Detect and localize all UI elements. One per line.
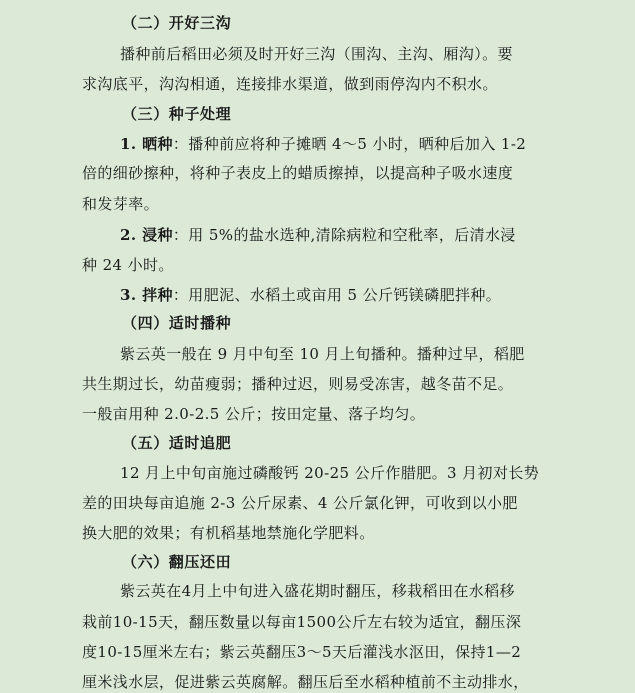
paragraph-line: 种 24 小时。 [82,256,174,274]
list-item-2 [120,224,516,246]
item-text: ：用 5%的盐水选种,清除病粒和空秕率，后清水浸 [172,226,516,244]
paragraph-line: 紫云英一般在 9 月中旬至 10 月上旬播种。播种过早，稻肥 [120,345,525,363]
paragraph-line: 换大肥的效果；有机稻基地禁施化学肥料。 [82,524,375,542]
section-heading-6: （六）翻压还田 [122,553,232,571]
item-label: 3. 拌种 [120,286,173,304]
paragraph-line: 一般亩用种 2.0-2.5 公斤；按田定量、落子均匀。 [82,405,426,423]
paragraph-line: 和发芽率。 [82,195,160,213]
paragraph-line: 栽前10-15天，翻压数量以每亩1500公斤左右较为适宜，翻压深 [82,613,522,631]
item-text: ：用肥泥、水稻土或亩用 5 公斤钙镁磷肥拌种。 [172,286,502,304]
list-item-1 [120,133,526,155]
paragraph-line: 度10-15厘米左右；紫云英翻压3～5天后灌浅水沤田，保持1—2 [82,643,522,661]
paragraph-line: 厘米浅水层，促进紫云英腐解。翻压后至水稻种植前不主动排水， [82,673,529,691]
paragraph-line: 求沟底平，沟沟相通，连接排水渠道，做到雨停沟内不积水。 [82,75,498,93]
section-heading-3: （三）种子处理 [122,105,232,123]
section-heading-4: （四）适时播种 [122,314,232,332]
section-heading-5: （五）适时追肥 [122,434,232,452]
paragraph-line: 紫云英在4月上中旬进入盛花期时翻压，移栽稻田在水稻移 [120,582,515,600]
section-heading-2: （二）开好三沟 [122,14,232,32]
item-label: 2. 浸种 [120,226,173,244]
paragraph-line: 共生期过长，幼苗瘦弱；播种过迟，则易受冻害，越冬苗不足。 [82,375,514,393]
paragraph-line: 差的田块每亩追施 2-3 公斤尿素、4 公斤氯化钾，可收到以小肥 [82,494,518,512]
paragraph-line: 倍的细砂擦种，将种子表皮上的蜡质擦掉，以提高种子吸水速度 [82,164,514,182]
item-text: ：播种前应将种子摊晒 4～5 小时，晒种后加入 1-2 [172,135,527,153]
item-label: 1. 晒种 [120,135,173,153]
list-item-3 [120,284,501,306]
paragraph-line: 播种前后稻田必须及时开好三沟（围沟、主沟、厢沟）。要 [120,45,513,63]
paragraph-line: 12 月上中旬亩施过磷酸钙 20-25 公斤作腊肥。3 月初对长势 [120,464,540,482]
